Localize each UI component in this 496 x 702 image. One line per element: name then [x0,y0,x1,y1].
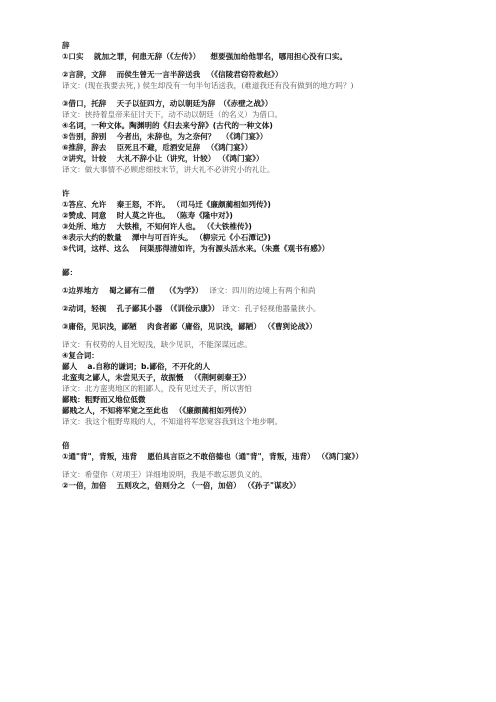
definition-text: ③庸俗，见识浅，鄙陋 肉食者鄙（庸俗，见识浅，鄙陋） （《曹刿论战》） [62,322,317,331]
section-spacer [62,254,442,267]
translation-line: 译文：挟持着皇帝来征讨天下，动不动以朝廷（的名义）为借口。 [62,110,283,119]
definition-line [62,69,442,80]
section-heading-bei: 倍 [62,441,70,450]
definition-line [62,98,442,109]
definition-text: ④表示大约的数量 潭中与可百许头。 （柳宗元《小石潭记》) [62,233,271,242]
line-spacer [62,314,442,321]
definition-line [62,199,442,210]
section-spacer [62,175,442,188]
definition-text: 鄙贱：粗野而又地位低微 [62,395,146,404]
definition-line [62,480,442,491]
definition-line [62,210,442,221]
definition-text: ②赞成、同意 时人莫之许也。 （陈寿《隆中对》) [62,211,233,220]
definition-text: ③借口，托辞 天子以征四方，动以朝廷为辞 （《赤壁之战》） [62,99,273,108]
inline-translation: 译文：四川的边境上有两个和尚 [209,286,316,295]
definition-text: ①边界地方 蜀之鄙有二僧 （《为学》） [62,286,210,295]
definition-line [62,243,442,254]
translation-line: 译文：希望你（对项王）详细地说明，我是不敢忘恩负义的。 [62,470,268,479]
translation-line: 译文：做大事情不必顾虑细枝末节，讲大礼不必讲究小的礼让。 [62,165,275,174]
definition-line [62,120,442,131]
definition-text: ①通"背"，背叛，违背 愿伯具言臣之不敢倍德也（通"背"，背叛，违背） （《鸿门宴》） [62,452,363,461]
definition-text: ②一倍，加倍 五则攻之，倍则分之 （一倍，加倍） （《孙子"谋攻》） [62,481,301,490]
definition-line [62,361,442,372]
definition-text: ⑤代词，这样、这么 问渠那得清如许，为有源头活水来。（朱熹《观书有感》） [62,244,330,253]
translation-line: 译文：(现在我要去死，) 侯生却没有一句半句话送我，(难道我还有没有做到的地方吗？) [62,81,354,90]
line-spacer [62,296,442,303]
definition-line [62,372,442,383]
line-spacer [62,332,442,339]
definition-text: ③处所、地方 大铁椎，不知何许人也。 （《大铁椎传》) [62,222,252,231]
definition-line [62,394,442,405]
definition-line [62,451,442,462]
definition-text: ①答应、允许 秦王怒，不许。 （司马迁《廉颇蔺相如列传》) [62,200,271,209]
definition-text: ④复合词： [62,351,99,360]
line-spacer [62,62,442,69]
definition-text: ⑥推辞，辞去 臣死且不避，卮酒安足辞 （《鸿门宴》） [62,143,253,152]
definition-line [62,321,442,332]
translation-line: 译文：有权势的人目光短浅，缺少见识，不能深谋远虑。 [62,340,252,349]
document-page [62,40,442,491]
definition-line [62,350,442,361]
definition-text: 鄙人 a.自称的谦词；b.鄙俗，不开化的人 [62,362,211,371]
section-heading-bi: 鄙： [62,268,78,277]
line-spacer [62,462,442,469]
translation-line: 译文：我这个粗野卑贱的人，不知道将军您宽容我到这个地步啊。 [62,417,283,426]
section-heading-ci: 辞 [62,41,70,50]
definition-text: 鄙贱之人，不知将军宽之至此也 （《廉颇蔺相如列传》） [62,406,251,415]
definition-text: ④名词，一种文体。陶渊明的《归去来兮辞》(古代的一种文体) [62,121,273,130]
line-spacer [62,91,442,98]
definition-line [62,285,442,296]
definition-text: ⑤告别，辞别 今者出，未辞也，为之奈何？ （《鸿门宴》） [62,132,268,141]
definition-text: ②言辞，文辞 而侯生曾无一言半辞送我 （《信陵君窃符救赵》） [62,70,283,79]
translation-line: 译文：北方蛮夷地区的粗鄙人，没有见过天子，所以害怕 [62,384,252,393]
line-spacer [62,278,442,285]
definition-line [62,405,442,416]
definition-line [62,51,442,62]
definition-line [62,153,442,164]
inline-translation: 译文：孔子轻视他器量狭小。 [221,304,321,313]
section-heading-xu: 许 [62,189,70,198]
definition-text: ②动词，轻视 孔子鄙其小器 （《训俭示康》） [62,304,222,313]
definition-text: ①口实 就加之罪，何患无辞（《左传》） 想要强加给他罪名，哪用担心没有口实。 [62,52,348,61]
section-spacer [62,427,442,440]
definition-line [62,221,442,232]
definition-text: 北蛮夷之鄙人，未尝见天子，故振慑 （《荆轲刺秦王》） [62,373,251,382]
definition-line [62,142,442,153]
definition-line [62,232,442,243]
definition-line [62,131,442,142]
definition-line [62,303,442,314]
definition-text: ⑦讲究，计较 大礼不辞小让（讲究，计较） （《鸿门宴》） [62,154,264,163]
